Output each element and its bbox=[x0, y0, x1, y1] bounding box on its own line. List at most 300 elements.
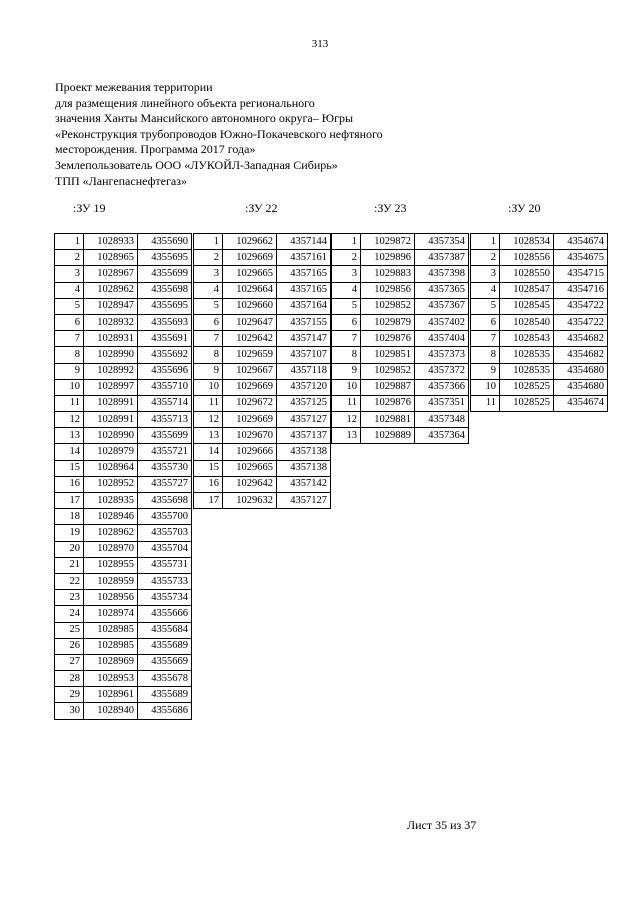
point-number-cell: 27 bbox=[55, 654, 84, 670]
point-number-cell: 14 bbox=[55, 444, 84, 460]
table-row bbox=[332, 314, 469, 330]
x-coordinate-cell: 1028961 bbox=[84, 687, 138, 703]
y-coordinate-cell: 4354680 bbox=[554, 379, 608, 395]
x-coordinate-cell: 1028997 bbox=[84, 379, 138, 395]
header-line: месторождения. Программа 2017 года» bbox=[55, 142, 256, 157]
x-coordinate-cell: 1029642 bbox=[223, 331, 277, 347]
table-row bbox=[55, 347, 192, 363]
table-row bbox=[55, 541, 192, 557]
table-row bbox=[194, 379, 331, 395]
x-coordinate-cell: 1028964 bbox=[84, 460, 138, 476]
x-coordinate-cell: 1029669 bbox=[223, 250, 277, 266]
point-number-cell: 1 bbox=[55, 234, 84, 250]
y-coordinate-cell: 4357138 bbox=[277, 460, 331, 476]
y-coordinate-cell: 4357373 bbox=[415, 347, 469, 363]
y-coordinate-cell: 4357144 bbox=[277, 234, 331, 250]
x-coordinate-cell: 1028534 bbox=[500, 234, 554, 250]
x-coordinate-cell: 1029669 bbox=[223, 379, 277, 395]
table-row bbox=[332, 379, 469, 395]
table-row bbox=[194, 412, 331, 428]
x-coordinate-cell: 1028525 bbox=[500, 395, 554, 411]
x-coordinate-cell: 1028940 bbox=[84, 703, 138, 719]
y-coordinate-cell: 4357366 bbox=[415, 379, 469, 395]
x-coordinate-cell: 1029883 bbox=[361, 266, 415, 282]
x-coordinate-cell: 1029876 bbox=[361, 395, 415, 411]
table-row bbox=[332, 282, 469, 298]
x-coordinate-cell: 1028969 bbox=[84, 654, 138, 670]
x-coordinate-cell: 1028952 bbox=[84, 476, 138, 492]
point-number-cell: 7 bbox=[55, 331, 84, 347]
point-number-cell: 5 bbox=[55, 298, 84, 314]
table-row bbox=[471, 250, 608, 266]
x-coordinate-cell: 1028525 bbox=[500, 379, 554, 395]
y-coordinate-cell: 4355689 bbox=[138, 638, 192, 654]
y-coordinate-cell: 4357137 bbox=[277, 428, 331, 444]
point-number-cell: 10 bbox=[471, 379, 500, 395]
table-row bbox=[55, 525, 192, 541]
table-row bbox=[55, 622, 192, 638]
point-number-cell: 7 bbox=[471, 331, 500, 347]
y-coordinate-cell: 4357372 bbox=[415, 363, 469, 379]
y-coordinate-cell: 4357125 bbox=[277, 395, 331, 411]
x-coordinate-cell: 1028947 bbox=[84, 298, 138, 314]
y-coordinate-cell: 4355698 bbox=[138, 282, 192, 298]
x-coordinate-cell: 1029852 bbox=[361, 363, 415, 379]
x-coordinate-cell: 1029642 bbox=[223, 476, 277, 492]
table-row bbox=[332, 298, 469, 314]
y-coordinate-cell: 4354682 bbox=[554, 331, 608, 347]
y-coordinate-cell: 4355666 bbox=[138, 606, 192, 622]
header-line: значения Ханты Мансийского автономного округа– Югры bbox=[55, 111, 354, 126]
x-coordinate-cell: 1028985 bbox=[84, 638, 138, 654]
point-number-cell: 3 bbox=[194, 266, 223, 282]
x-coordinate-cell: 1028932 bbox=[84, 314, 138, 330]
table-row bbox=[55, 493, 192, 509]
table-row bbox=[55, 331, 192, 347]
y-coordinate-cell: 4355704 bbox=[138, 541, 192, 557]
table-row bbox=[55, 234, 192, 250]
x-coordinate-cell: 1028990 bbox=[84, 428, 138, 444]
x-coordinate-cell: 1029887 bbox=[361, 379, 415, 395]
y-coordinate-cell: 4355710 bbox=[138, 379, 192, 395]
table-row bbox=[332, 363, 469, 379]
point-number-cell: 12 bbox=[332, 412, 361, 428]
y-coordinate-cell: 4357142 bbox=[277, 476, 331, 492]
table-row bbox=[332, 347, 469, 363]
point-number-cell: 17 bbox=[194, 493, 223, 509]
y-coordinate-cell: 4357354 bbox=[415, 234, 469, 250]
x-coordinate-cell: 1029662 bbox=[223, 234, 277, 250]
table-row bbox=[471, 266, 608, 282]
point-number-cell: 10 bbox=[55, 379, 84, 395]
table-row bbox=[194, 363, 331, 379]
x-coordinate-cell: 1029852 bbox=[361, 298, 415, 314]
table-row bbox=[194, 444, 331, 460]
y-coordinate-cell: 4354674 bbox=[554, 234, 608, 250]
x-coordinate-cell: 1029666 bbox=[223, 444, 277, 460]
coordinates-table-zu20 bbox=[470, 233, 608, 412]
point-number-cell: 6 bbox=[332, 314, 361, 330]
y-coordinate-cell: 4355691 bbox=[138, 331, 192, 347]
table-row bbox=[194, 460, 331, 476]
header-line: Землепользователь ООО «ЛУКОЙЛ-Западная Сибирь» bbox=[55, 157, 338, 172]
point-number-cell: 13 bbox=[194, 428, 223, 444]
x-coordinate-cell: 1028931 bbox=[84, 331, 138, 347]
point-number-cell: 3 bbox=[471, 266, 500, 282]
point-number-cell: 12 bbox=[55, 412, 84, 428]
y-coordinate-cell: 4355714 bbox=[138, 395, 192, 411]
x-coordinate-cell: 1028550 bbox=[500, 266, 554, 282]
point-number-cell: 9 bbox=[332, 363, 361, 379]
point-number-cell: 19 bbox=[55, 525, 84, 541]
table-row bbox=[332, 428, 469, 444]
point-number-cell: 7 bbox=[194, 331, 223, 347]
header-line: Проект межевания территории bbox=[55, 80, 213, 94]
point-number-cell: 16 bbox=[55, 476, 84, 492]
point-number-cell: 1 bbox=[332, 234, 361, 250]
point-number-cell: 4 bbox=[471, 282, 500, 298]
y-coordinate-cell: 4355678 bbox=[138, 671, 192, 687]
y-coordinate-cell: 4355733 bbox=[138, 573, 192, 589]
table-row bbox=[55, 476, 192, 492]
x-coordinate-cell: 1029672 bbox=[223, 395, 277, 411]
y-coordinate-cell: 4357398 bbox=[415, 266, 469, 282]
table-row bbox=[332, 234, 469, 250]
y-coordinate-cell: 4357164 bbox=[277, 298, 331, 314]
y-coordinate-cell: 4357165 bbox=[277, 282, 331, 298]
table-row bbox=[194, 266, 331, 282]
table-row bbox=[194, 476, 331, 492]
x-coordinate-cell: 1028543 bbox=[500, 331, 554, 347]
parcel-label-zu22: :ЗУ 22 bbox=[245, 201, 278, 215]
y-coordinate-cell: 4355734 bbox=[138, 590, 192, 606]
point-number-cell: 18 bbox=[55, 509, 84, 525]
x-coordinate-cell: 1029896 bbox=[361, 250, 415, 266]
header-line: ТПП «Лангепаснефтегаз» bbox=[55, 173, 187, 188]
point-number-cell: 11 bbox=[55, 395, 84, 411]
point-number-cell: 6 bbox=[471, 314, 500, 330]
y-coordinate-cell: 4357138 bbox=[277, 444, 331, 460]
y-coordinate-cell: 4355698 bbox=[138, 493, 192, 509]
table-row bbox=[55, 703, 192, 719]
y-coordinate-cell: 4357348 bbox=[415, 412, 469, 428]
point-number-cell: 16 bbox=[194, 476, 223, 492]
point-number-cell: 2 bbox=[194, 250, 223, 266]
point-number-cell: 10 bbox=[194, 379, 223, 395]
point-number-cell: 5 bbox=[194, 298, 223, 314]
point-number-cell: 6 bbox=[55, 314, 84, 330]
y-coordinate-cell: 4354722 bbox=[554, 298, 608, 314]
y-coordinate-cell: 4355689 bbox=[138, 687, 192, 703]
x-coordinate-cell: 1028535 bbox=[500, 347, 554, 363]
y-coordinate-cell: 4354715 bbox=[554, 266, 608, 282]
x-coordinate-cell: 1028535 bbox=[500, 363, 554, 379]
y-coordinate-cell: 4357161 bbox=[277, 250, 331, 266]
x-coordinate-cell: 1028985 bbox=[84, 622, 138, 638]
y-coordinate-cell: 4357365 bbox=[415, 282, 469, 298]
header-line: «Реконструкция трубопроводов Южно-Покачевского нефтяного bbox=[55, 126, 383, 141]
point-number-cell: 5 bbox=[332, 298, 361, 314]
point-number-cell: 11 bbox=[471, 395, 500, 411]
point-number-cell: 2 bbox=[55, 250, 84, 266]
x-coordinate-cell: 1028992 bbox=[84, 363, 138, 379]
y-coordinate-cell: 4355721 bbox=[138, 444, 192, 460]
x-coordinate-cell: 1029647 bbox=[223, 314, 277, 330]
point-number-cell: 4 bbox=[332, 282, 361, 298]
table-row bbox=[194, 314, 331, 330]
parcel-label-zu19: :ЗУ 19 bbox=[73, 201, 106, 215]
table-row bbox=[55, 606, 192, 622]
table-row bbox=[332, 266, 469, 282]
table-row bbox=[332, 331, 469, 347]
table-row bbox=[471, 395, 608, 411]
point-number-cell: 15 bbox=[55, 460, 84, 476]
table-row bbox=[194, 347, 331, 363]
x-coordinate-cell: 1028965 bbox=[84, 250, 138, 266]
y-coordinate-cell: 4355695 bbox=[138, 298, 192, 314]
point-number-cell: 3 bbox=[332, 266, 361, 282]
y-coordinate-cell: 4355684 bbox=[138, 622, 192, 638]
table-row bbox=[471, 234, 608, 250]
table-row bbox=[471, 379, 608, 395]
y-coordinate-cell: 4357402 bbox=[415, 314, 469, 330]
x-coordinate-cell: 1028967 bbox=[84, 266, 138, 282]
point-number-cell: 8 bbox=[55, 347, 84, 363]
y-coordinate-cell: 4355700 bbox=[138, 509, 192, 525]
x-coordinate-cell: 1029665 bbox=[223, 460, 277, 476]
y-coordinate-cell: 4355695 bbox=[138, 250, 192, 266]
table-row bbox=[194, 331, 331, 347]
table-row bbox=[471, 347, 608, 363]
table-row bbox=[471, 282, 608, 298]
x-coordinate-cell: 1029872 bbox=[361, 234, 415, 250]
table-row bbox=[55, 557, 192, 573]
y-coordinate-cell: 4355690 bbox=[138, 234, 192, 250]
point-number-cell: 5 bbox=[471, 298, 500, 314]
point-number-cell: 14 bbox=[194, 444, 223, 460]
point-number-cell: 8 bbox=[332, 347, 361, 363]
table-row bbox=[332, 250, 469, 266]
table-row bbox=[55, 509, 192, 525]
table-row bbox=[55, 573, 192, 589]
point-number-cell: 9 bbox=[471, 363, 500, 379]
y-coordinate-cell: 4357404 bbox=[415, 331, 469, 347]
y-coordinate-cell: 4354680 bbox=[554, 363, 608, 379]
point-number-cell: 24 bbox=[55, 606, 84, 622]
y-coordinate-cell: 4354722 bbox=[554, 314, 608, 330]
x-coordinate-cell: 1029664 bbox=[223, 282, 277, 298]
point-number-cell: 11 bbox=[194, 395, 223, 411]
point-number-cell: 20 bbox=[55, 541, 84, 557]
x-coordinate-cell: 1028956 bbox=[84, 590, 138, 606]
y-coordinate-cell: 4355669 bbox=[138, 654, 192, 670]
point-number-cell: 25 bbox=[55, 622, 84, 638]
sheet-counter: Лист 35 из 37 bbox=[407, 818, 477, 832]
parcel-label-zu20: :ЗУ 20 bbox=[508, 201, 541, 215]
y-coordinate-cell: 4357387 bbox=[415, 250, 469, 266]
x-coordinate-cell: 1029856 bbox=[361, 282, 415, 298]
x-coordinate-cell: 1028970 bbox=[84, 541, 138, 557]
y-coordinate-cell: 4357107 bbox=[277, 347, 331, 363]
x-coordinate-cell: 1028991 bbox=[84, 412, 138, 428]
y-coordinate-cell: 4357147 bbox=[277, 331, 331, 347]
table-row bbox=[55, 428, 192, 444]
x-coordinate-cell: 1029660 bbox=[223, 298, 277, 314]
point-number-cell: 23 bbox=[55, 590, 84, 606]
point-number-cell: 4 bbox=[55, 282, 84, 298]
y-coordinate-cell: 4357127 bbox=[277, 493, 331, 509]
table-row bbox=[55, 412, 192, 428]
y-coordinate-cell: 4357120 bbox=[277, 379, 331, 395]
x-coordinate-cell: 1028955 bbox=[84, 557, 138, 573]
table-row bbox=[194, 282, 331, 298]
x-coordinate-cell: 1029876 bbox=[361, 331, 415, 347]
y-coordinate-cell: 4355699 bbox=[138, 428, 192, 444]
point-number-cell: 7 bbox=[332, 331, 361, 347]
y-coordinate-cell: 4357165 bbox=[277, 266, 331, 282]
coordinates-table-zu23 bbox=[331, 233, 469, 444]
table-row bbox=[55, 314, 192, 330]
x-coordinate-cell: 1029669 bbox=[223, 412, 277, 428]
point-number-cell: 28 bbox=[55, 671, 84, 687]
x-coordinate-cell: 1029665 bbox=[223, 266, 277, 282]
table-row bbox=[55, 460, 192, 476]
point-number-cell: 1 bbox=[194, 234, 223, 250]
point-number-cell: 22 bbox=[55, 573, 84, 589]
x-coordinate-cell: 1028974 bbox=[84, 606, 138, 622]
x-coordinate-cell: 1028962 bbox=[84, 282, 138, 298]
y-coordinate-cell: 4355727 bbox=[138, 476, 192, 492]
x-coordinate-cell: 1028556 bbox=[500, 250, 554, 266]
table-row bbox=[471, 314, 608, 330]
point-number-cell: 29 bbox=[55, 687, 84, 703]
x-coordinate-cell: 1029659 bbox=[223, 347, 277, 363]
x-coordinate-cell: 1028959 bbox=[84, 573, 138, 589]
y-coordinate-cell: 4355696 bbox=[138, 363, 192, 379]
x-coordinate-cell: 1029879 bbox=[361, 314, 415, 330]
y-coordinate-cell: 4357127 bbox=[277, 412, 331, 428]
table-row bbox=[332, 395, 469, 411]
point-number-cell: 17 bbox=[55, 493, 84, 509]
y-coordinate-cell: 4355693 bbox=[138, 314, 192, 330]
y-coordinate-cell: 4357367 bbox=[415, 298, 469, 314]
y-coordinate-cell: 4354674 bbox=[554, 395, 608, 411]
x-coordinate-cell: 1028540 bbox=[500, 314, 554, 330]
y-coordinate-cell: 4357364 bbox=[415, 428, 469, 444]
y-coordinate-cell: 4355713 bbox=[138, 412, 192, 428]
table-row bbox=[55, 654, 192, 670]
table-row bbox=[55, 395, 192, 411]
page-number: 313 bbox=[311, 38, 329, 50]
table-row bbox=[55, 379, 192, 395]
header-line: для размещения линейного объекта регионального bbox=[55, 95, 315, 110]
point-number-cell: 4 bbox=[194, 282, 223, 298]
table-row bbox=[194, 234, 331, 250]
point-number-cell: 2 bbox=[471, 250, 500, 266]
point-number-cell: 6 bbox=[194, 314, 223, 330]
point-number-cell: 9 bbox=[55, 363, 84, 379]
y-coordinate-cell: 4355699 bbox=[138, 266, 192, 282]
x-coordinate-cell: 1028962 bbox=[84, 525, 138, 541]
y-coordinate-cell: 4357351 bbox=[415, 395, 469, 411]
point-number-cell: 3 bbox=[55, 266, 84, 282]
table-row bbox=[194, 298, 331, 314]
table-row bbox=[194, 395, 331, 411]
y-coordinate-cell: 4357155 bbox=[277, 314, 331, 330]
table-row bbox=[194, 428, 331, 444]
point-number-cell: 12 bbox=[194, 412, 223, 428]
x-coordinate-cell: 1028990 bbox=[84, 347, 138, 363]
y-coordinate-cell: 4354716 bbox=[554, 282, 608, 298]
point-number-cell: 15 bbox=[194, 460, 223, 476]
point-number-cell: 8 bbox=[471, 347, 500, 363]
table-row bbox=[332, 412, 469, 428]
table-row bbox=[55, 250, 192, 266]
coordinates-table-zu19 bbox=[54, 233, 192, 720]
table-row bbox=[55, 282, 192, 298]
point-number-cell: 30 bbox=[55, 703, 84, 719]
table-row bbox=[471, 298, 608, 314]
document-header bbox=[55, 80, 383, 189]
table-row bbox=[55, 590, 192, 606]
table-row bbox=[194, 250, 331, 266]
x-coordinate-cell: 1028991 bbox=[84, 395, 138, 411]
point-number-cell: 13 bbox=[55, 428, 84, 444]
point-number-cell: 10 bbox=[332, 379, 361, 395]
table-row bbox=[471, 331, 608, 347]
table-row bbox=[471, 363, 608, 379]
x-coordinate-cell: 1028545 bbox=[500, 298, 554, 314]
point-number-cell: 13 bbox=[332, 428, 361, 444]
point-number-cell: 1 bbox=[471, 234, 500, 250]
y-coordinate-cell: 4354682 bbox=[554, 347, 608, 363]
table-row bbox=[55, 444, 192, 460]
x-coordinate-cell: 1028979 bbox=[84, 444, 138, 460]
y-coordinate-cell: 4354675 bbox=[554, 250, 608, 266]
x-coordinate-cell: 1029881 bbox=[361, 412, 415, 428]
point-number-cell: 2 bbox=[332, 250, 361, 266]
y-coordinate-cell: 4357118 bbox=[277, 363, 331, 379]
y-coordinate-cell: 4355692 bbox=[138, 347, 192, 363]
x-coordinate-cell: 1028953 bbox=[84, 671, 138, 687]
y-coordinate-cell: 4355730 bbox=[138, 460, 192, 476]
point-number-cell: 21 bbox=[55, 557, 84, 573]
y-coordinate-cell: 4355731 bbox=[138, 557, 192, 573]
x-coordinate-cell: 1028933 bbox=[84, 234, 138, 250]
x-coordinate-cell: 1029670 bbox=[223, 428, 277, 444]
table-row bbox=[55, 298, 192, 314]
table-row bbox=[55, 638, 192, 654]
x-coordinate-cell: 1029851 bbox=[361, 347, 415, 363]
point-number-cell: 11 bbox=[332, 395, 361, 411]
x-coordinate-cell: 1029889 bbox=[361, 428, 415, 444]
x-coordinate-cell: 1029667 bbox=[223, 363, 277, 379]
point-number-cell: 9 bbox=[194, 363, 223, 379]
coordinates-table-zu22 bbox=[193, 233, 331, 509]
table-row bbox=[194, 493, 331, 509]
table-row bbox=[55, 671, 192, 687]
y-coordinate-cell: 4355686 bbox=[138, 703, 192, 719]
x-coordinate-cell: 1028547 bbox=[500, 282, 554, 298]
x-coordinate-cell: 1028935 bbox=[84, 493, 138, 509]
point-number-cell: 8 bbox=[194, 347, 223, 363]
parcel-label-zu23: :ЗУ 23 bbox=[374, 201, 407, 215]
table-row bbox=[55, 687, 192, 703]
table-row bbox=[55, 266, 192, 282]
x-coordinate-cell: 1029632 bbox=[223, 493, 277, 509]
point-number-cell: 26 bbox=[55, 638, 84, 654]
table-row bbox=[55, 363, 192, 379]
